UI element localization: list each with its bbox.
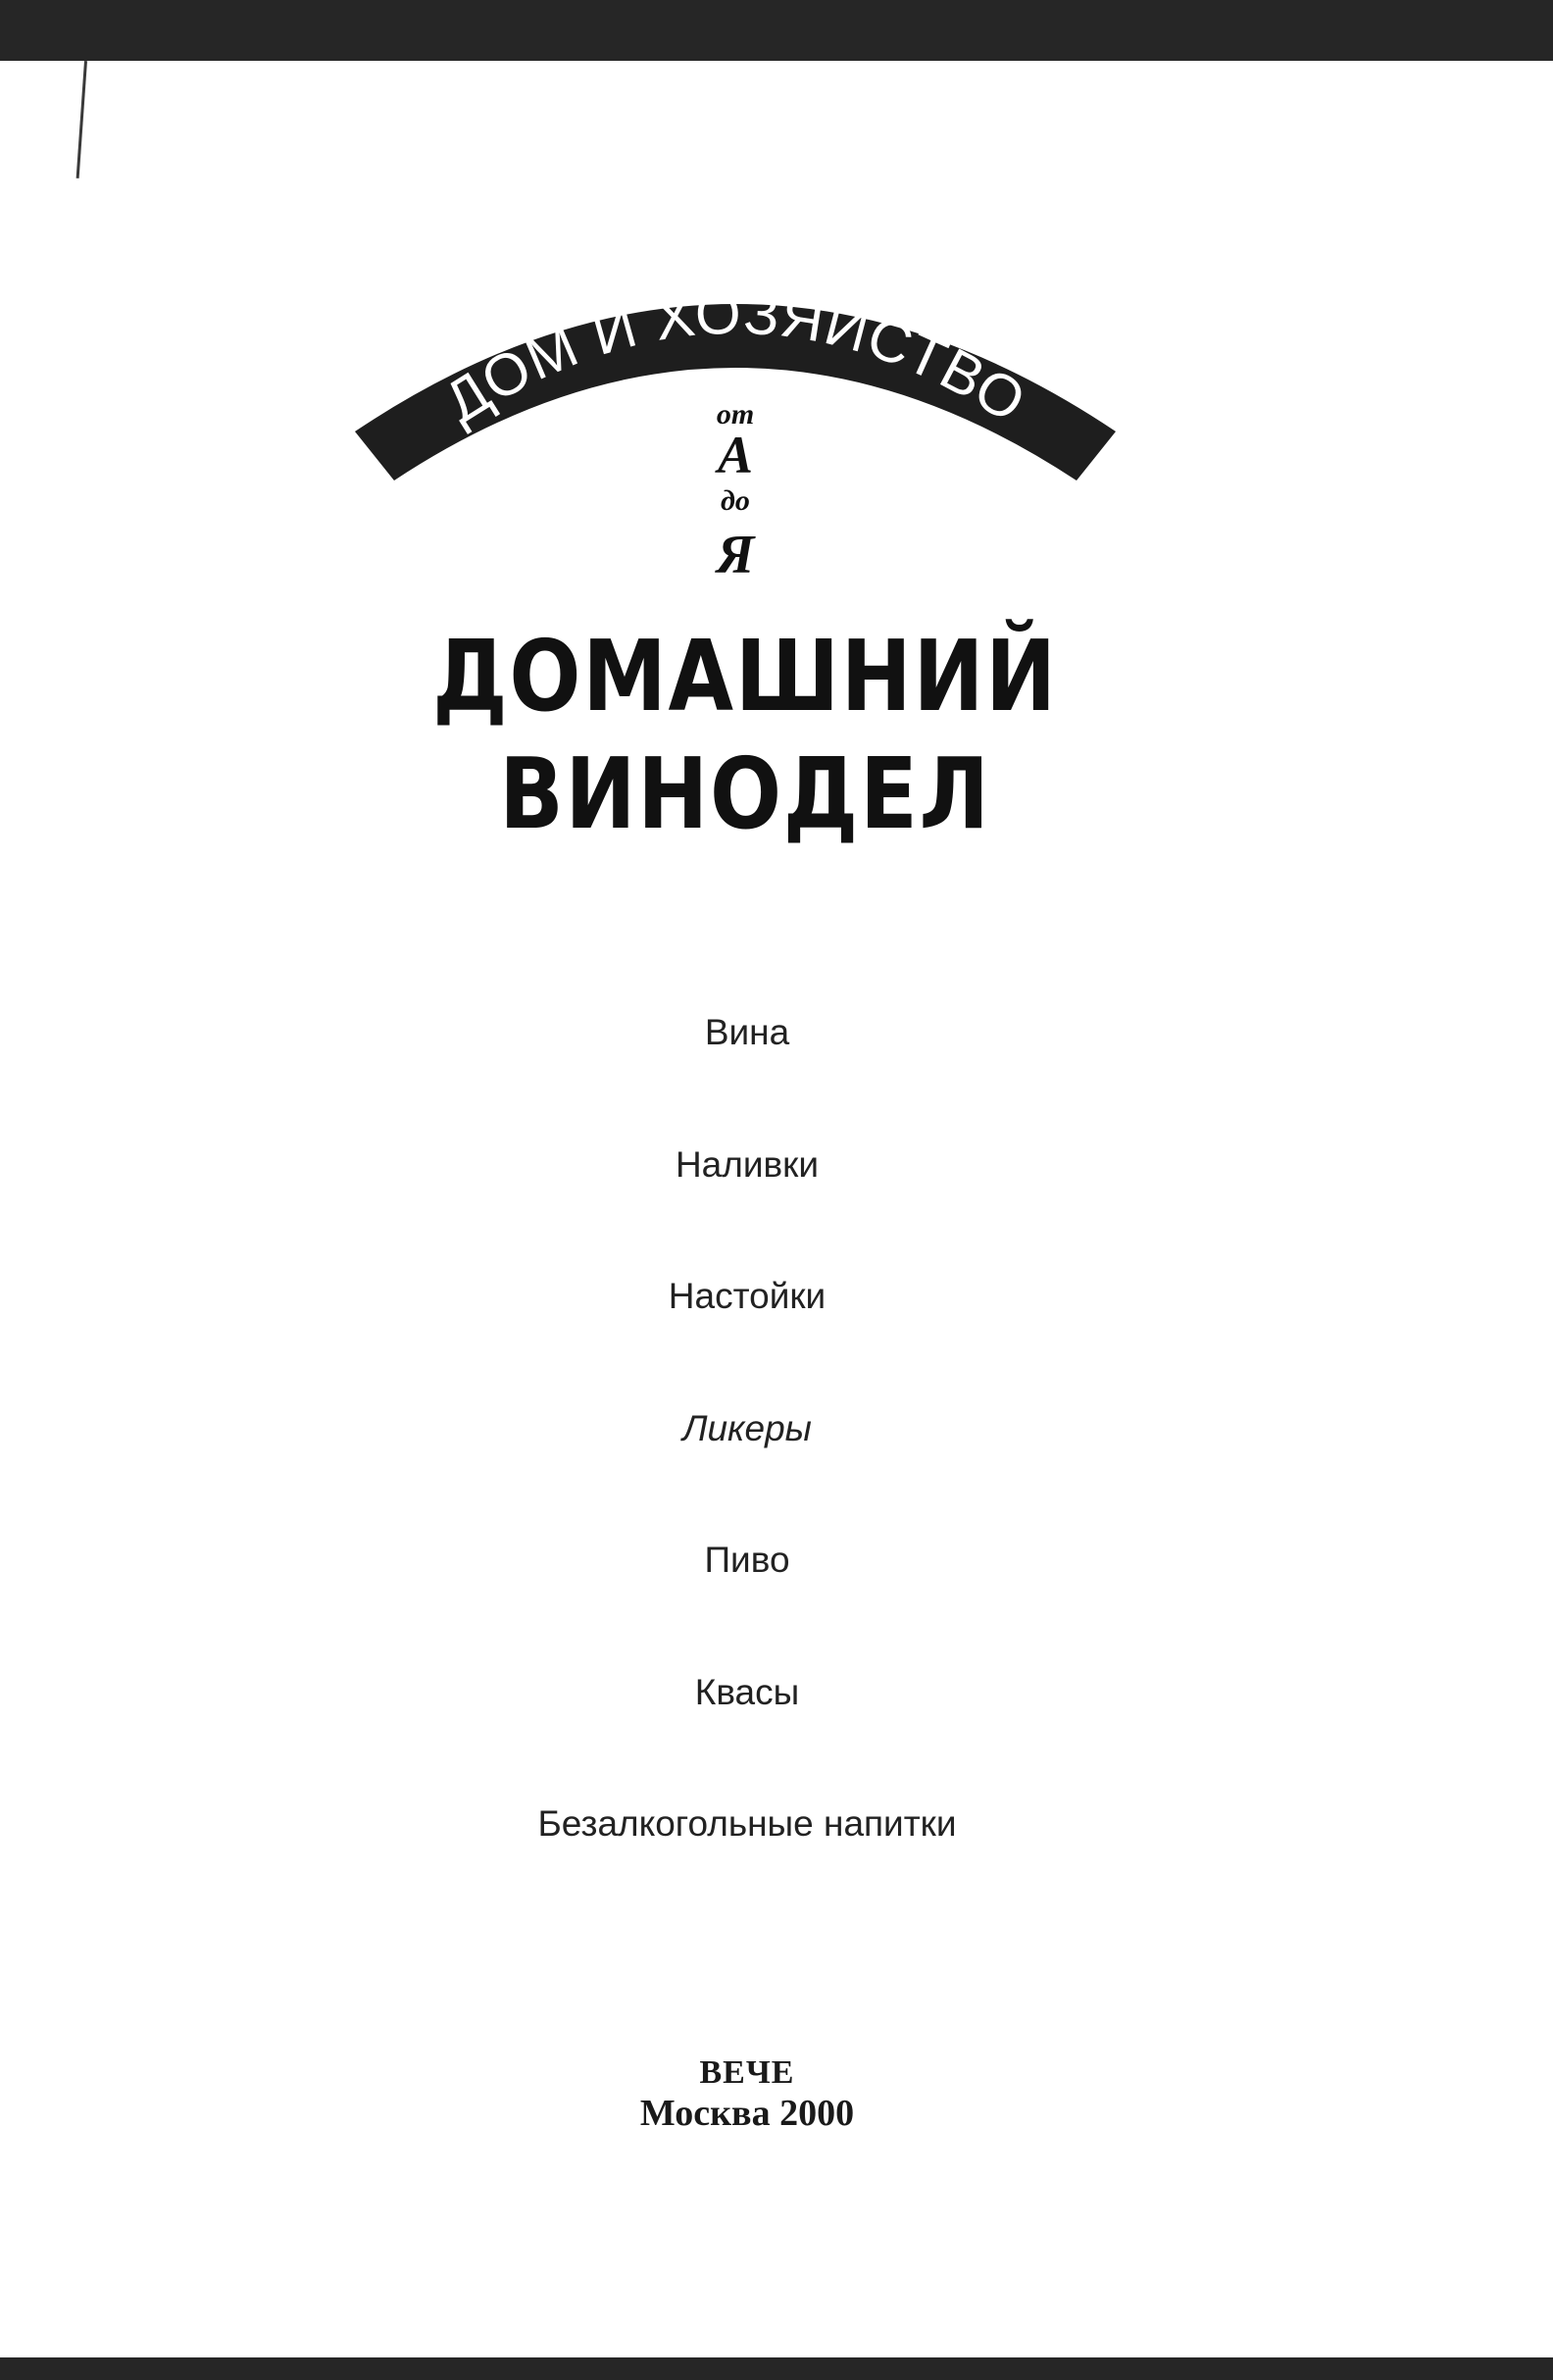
imprint: [0, 2054, 1494, 2135]
tagline-to: до: [721, 484, 750, 517]
contents-item: Пиво: [704, 1540, 790, 1580]
contents-item: Вина: [704, 1012, 790, 1052]
series-tagline: [715, 398, 756, 585]
book-title-line-1: ДОМАШНИЙ: [432, 619, 1058, 734]
contents-item: Квасы: [694, 1671, 800, 1712]
series-emblem: [343, 245, 1127, 598]
tagline-from: от: [716, 398, 755, 430]
contents-item: Наливки: [675, 1143, 820, 1185]
tagline-letter-ya: Я: [716, 525, 755, 585]
book-title-line-2: ВИНОДЕЛ: [499, 736, 991, 851]
publisher-name: ВЕЧЕ: [699, 2054, 795, 2091]
place-and-year: Москва 2000: [639, 2093, 855, 2134]
scan-border-bottom: [0, 2357, 1553, 2380]
tagline-letter-a: А: [717, 426, 754, 484]
contents-item: Безалкогольные напитки: [537, 1803, 957, 1844]
contents-list: [0, 1005, 1494, 1929]
scan-border-top: [0, 0, 1553, 61]
book-title: [104, 618, 1385, 853]
contents-item: Ликеры: [682, 1407, 812, 1448]
contents-item: Настойки: [668, 1276, 827, 1316]
series-name: ДОМ И ХОЗЯЙСТВО: [432, 279, 1038, 436]
scan-edge-line: [76, 61, 87, 178]
